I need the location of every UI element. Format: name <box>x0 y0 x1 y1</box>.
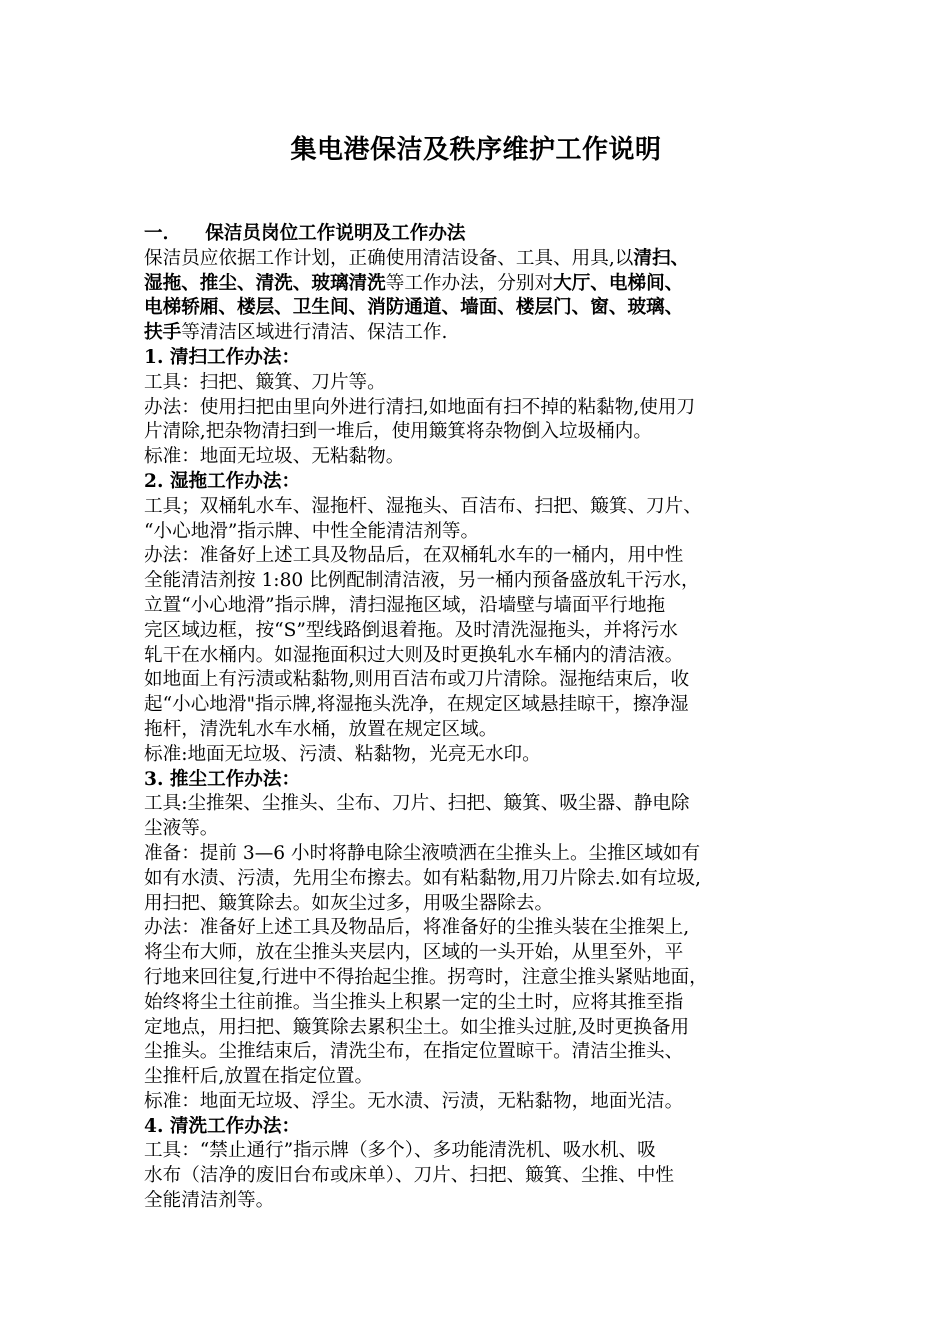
tools-line: 全能清洁剂等。 <box>144 1190 275 1212</box>
tools-line: 工具；双桶轧水车、湿拖杆、湿拖头、百洁布、扫把、簸箕、刀片、 <box>144 495 702 517</box>
method-heading-4: 4. 清洗工作办法： <box>144 1115 301 1137</box>
method-line: 始终将尘土往前推。当尘推头上积累一定的尘土时，应将其推至指 <box>144 991 684 1013</box>
method-line: 片清除,把杂物清扫到一堆后，使用簸箕将杂物倒入垃圾桶内。 <box>144 421 652 443</box>
method-line: 行地来回往复,行进中不得抬起尘推。拐弯时，注意尘推头紧贴地面， <box>144 966 708 988</box>
intro-line-4 <box>144 321 808 346</box>
intro-line-1 <box>144 247 808 272</box>
method-line: 拖杆，清洗轧水车水桶，放置在规定区域。 <box>144 718 498 740</box>
tools-line: 工具:尘推架、尘推头、尘布、刀片、扫把、簸箕、吸尘器、静电除 <box>144 793 690 815</box>
method-heading-3: 3. 推尘工作办法： <box>144 768 301 790</box>
method-line: 将尘布大师，放在尘推头夹层内，区域的一头开始，从里至外，平 <box>144 942 684 964</box>
page-title: 集电港保洁及秩序维护工作说明 <box>290 135 662 165</box>
tools-line: 工具：“禁止通行”指示牌（多个）、多功能清洗机、吸水机、吸 <box>144 1140 656 1162</box>
section-title: 保洁员岗位工作说明及工作办法 <box>205 223 466 244</box>
method-line: 办法：准备好上述工具及物品后，在双桶轧水车的一桶内，用中性 <box>144 545 684 567</box>
method-line: 起“小心地滑"指示牌,将湿拖头洗净，在规定区域悬挂晾干，擦净湿 <box>144 694 689 716</box>
intro-bold: 清扫、 <box>633 247 690 269</box>
document-body <box>144 222 808 1214</box>
intro-bold: 湿拖、推尘、清洗、玻璃清洗 <box>144 272 386 294</box>
intro-bold: 扶手 <box>144 322 182 344</box>
method-line: 如地面上有污渍或粘黏物,则用百洁布或刀片清除。湿拖结束后，收 <box>144 669 690 691</box>
intro-line-3: 电梯轿厢、楼层、卫生间、消防通道、墙面、楼层门、窗、玻璃、 <box>144 297 684 319</box>
method-line: 立置“小心地滑”指示牌，清扫湿拖区域，沿墙壁与墙面平行地拖 <box>144 594 666 616</box>
method-line: 办法：使用扫把由里向外进行清扫,如地面有扫不掉的粘黏物,使用刀 <box>144 396 696 418</box>
method-line: 定地点，用扫把、簸箕除去累积尘土。如尘推头过脏,及时更换备用 <box>144 1016 690 1038</box>
method-heading-2: 2. 湿拖工作办法： <box>144 470 301 492</box>
method-line: 办法：准备好上述工具及物品后，将准备好的尘推头装在尘推架上, <box>144 917 690 939</box>
tools-line: 水布（洁净的废旧台布或床单）、刀片、扫把、簸箕、尘推、中性 <box>144 1165 674 1187</box>
prep-line: 准备：提前 3—6 小时将静电除尘液喷洒在尘推头上。尘推区域如有 <box>144 842 701 864</box>
document-page <box>144 130 808 1214</box>
section-number: 一． <box>144 223 182 244</box>
method-line: 全能清洁剂按 1:80 比例配制清洁液，另一桶内预备盛放轧干污水， <box>144 570 700 592</box>
method-line: 轧干在水桶内。如湿拖面积过大则及时更换轧水车桶内的清洁液。 <box>144 644 684 666</box>
tools-line: “小心地滑”指示牌、中性全能清洁剂等。 <box>144 520 480 542</box>
method-heading-1: 1. 清扫工作办法： <box>144 346 301 368</box>
prep-line: 如有水渍、污渍，先用尘布擦去。如有粘黏物,用刀片除去.如有垃圾, <box>144 867 701 889</box>
intro-text: 等清洁区域进行清洁、保洁工作. <box>181 322 448 344</box>
method-line: 尘推杆后,放置在指定位置。 <box>144 1066 374 1088</box>
intro-text: 等工作办法，分别对 <box>385 272 554 294</box>
standard-line: 标准：地面无垃圾、无粘黏物。 <box>144 446 405 468</box>
section-heading <box>144 222 808 247</box>
tools-line: 尘液等。 <box>144 818 219 840</box>
tools-line: 工具：扫把、簸箕、刀片等。 <box>144 371 386 393</box>
method-line: 完区域边框，按“S”型线路倒退着拖。及时清洗湿拖头，并将污水 <box>144 619 678 641</box>
method-line: 尘推头。尘推结束后，清洗尘布，在指定位置晾干。清洁尘推头、 <box>144 1041 684 1063</box>
standard-line: 标准：地面无垃圾、浮尘。无水渍、污渍，无粘黏物，地面光洁。 <box>144 1090 684 1112</box>
intro-line-2 <box>144 272 808 297</box>
prep-line: 用扫把、簸箕除去。如灰尘过多，用吸尘器除去。 <box>144 892 554 914</box>
intro-bold: 大厅、电梯间、 <box>553 272 684 294</box>
intro-text: 保洁员应依据工作计划，正确使用清洁设备、工具、用具,以 <box>144 247 634 269</box>
standard-line: 标准:地面无垃圾、污渍、粘黏物，光亮无水印。 <box>144 743 541 765</box>
